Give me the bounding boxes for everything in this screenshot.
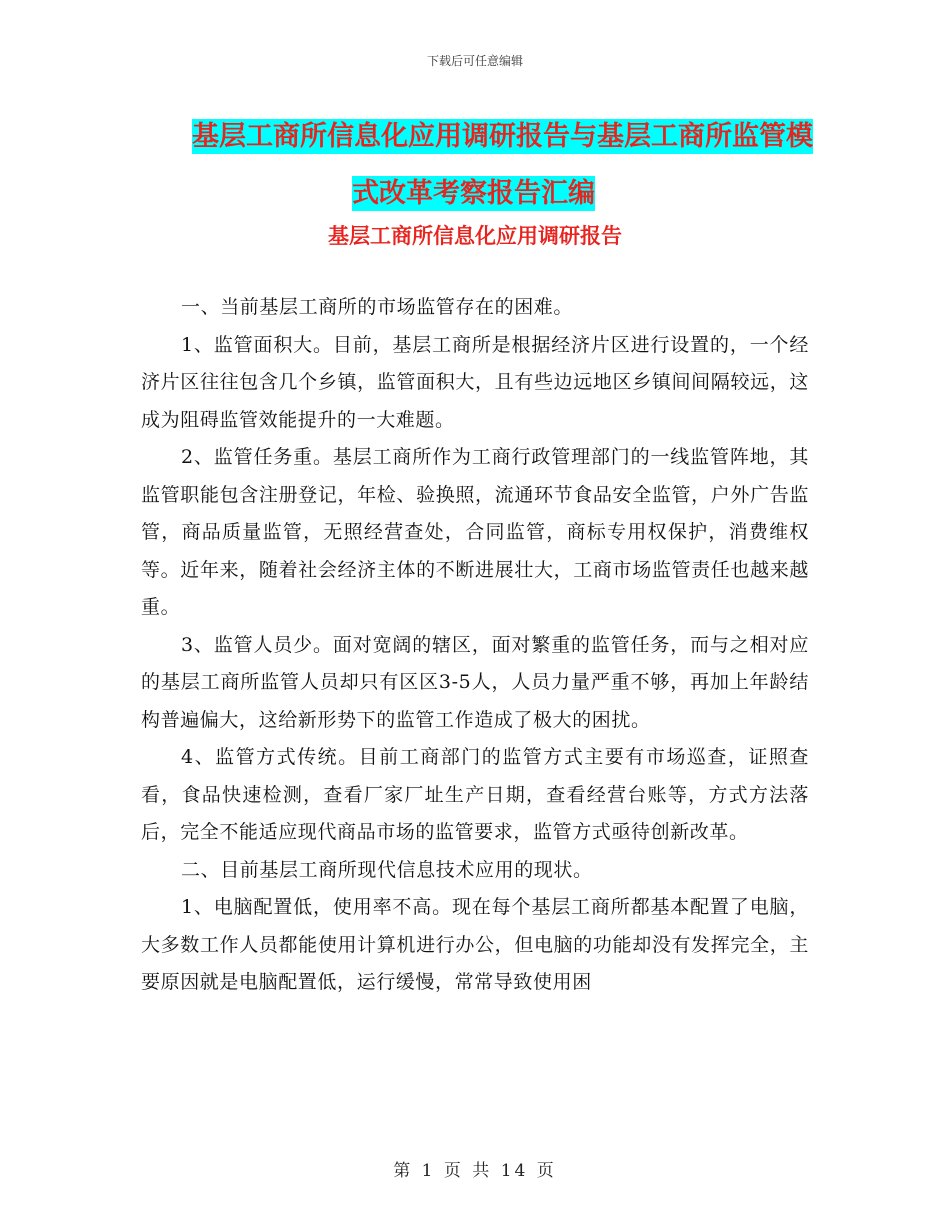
- section-title: 基层工商所信息化应用调研报告: [328, 224, 622, 248]
- heading-current-status: 二、目前基层工商所现代信息技术应用的现状。: [181, 858, 593, 881]
- paragraph-item-1: 1、监管面积大。目前，基层工商所是根据经济片区进行设置的，一个经济片区往往包含几个乡镇，监管面积大，且有些边远地区乡镇间间隔较远，这成为阻碍监管效能提升的一大难题。: [141, 333, 809, 431]
- document-body: [141, 289, 809, 1002]
- paragraph-status-1: 1、电脑配置低，使用率不高。现在每个基层工商所都基本配置了电脑，大多数工作人员都能使用计算机进行办公，但电脑的功能却没有发挥完全，主要原因就是电脑配置低，运行缓慢，常常导致使用困: [141, 896, 809, 993]
- page-number-footer: 第 1 页 共 14 页: [393, 1161, 557, 1181]
- paragraph-item-4: 4、监管方式传统。目前工商部门的监管方式主要有市场巡查，证照查看，食品快速检测，查看厂家厂址生产日期，查看经营台账等，方式方法落后，完全不能适应现代商品市场的监管要求，监管方式亟待创新改革。: [141, 746, 809, 843]
- paragraph-item-3: 3、监管人员少。面对宽阔的辖区，面对繁重的监管任务，而与之相对应的基层工商所监管人员却只有区区3-5人，人员力量严重不够，再加上年龄结构普遍偏大，这给新形势下的监管工作造成了极大的困扰。: [141, 633, 809, 731]
- title-line-2: 式改革考察报告汇编: [352, 178, 595, 209]
- document-title: [140, 108, 813, 222]
- page-header-note: 下载后可任意编辑: [426, 54, 523, 68]
- paragraph-item-2: 2、监管任务重。基层工商所作为工商行政管理部门的一线监管阵地，其监管职能包含注册登记，年检、验换照，流通环节食品安全监管，户外广告监管，商品质量监管，无照经营查处，合同监管，商标专用权保护，消费维权等。近年来，随着社会经济主体的不断进展壮大，工商市场监管责任也越来越重。: [141, 446, 809, 618]
- heading-difficulties: 一、当前基层工商所的市场监管存在的困难。: [181, 296, 574, 318]
- title-line-1: 基层工商所信息化应用调研报告与基层工商所监管模: [192, 121, 813, 152]
